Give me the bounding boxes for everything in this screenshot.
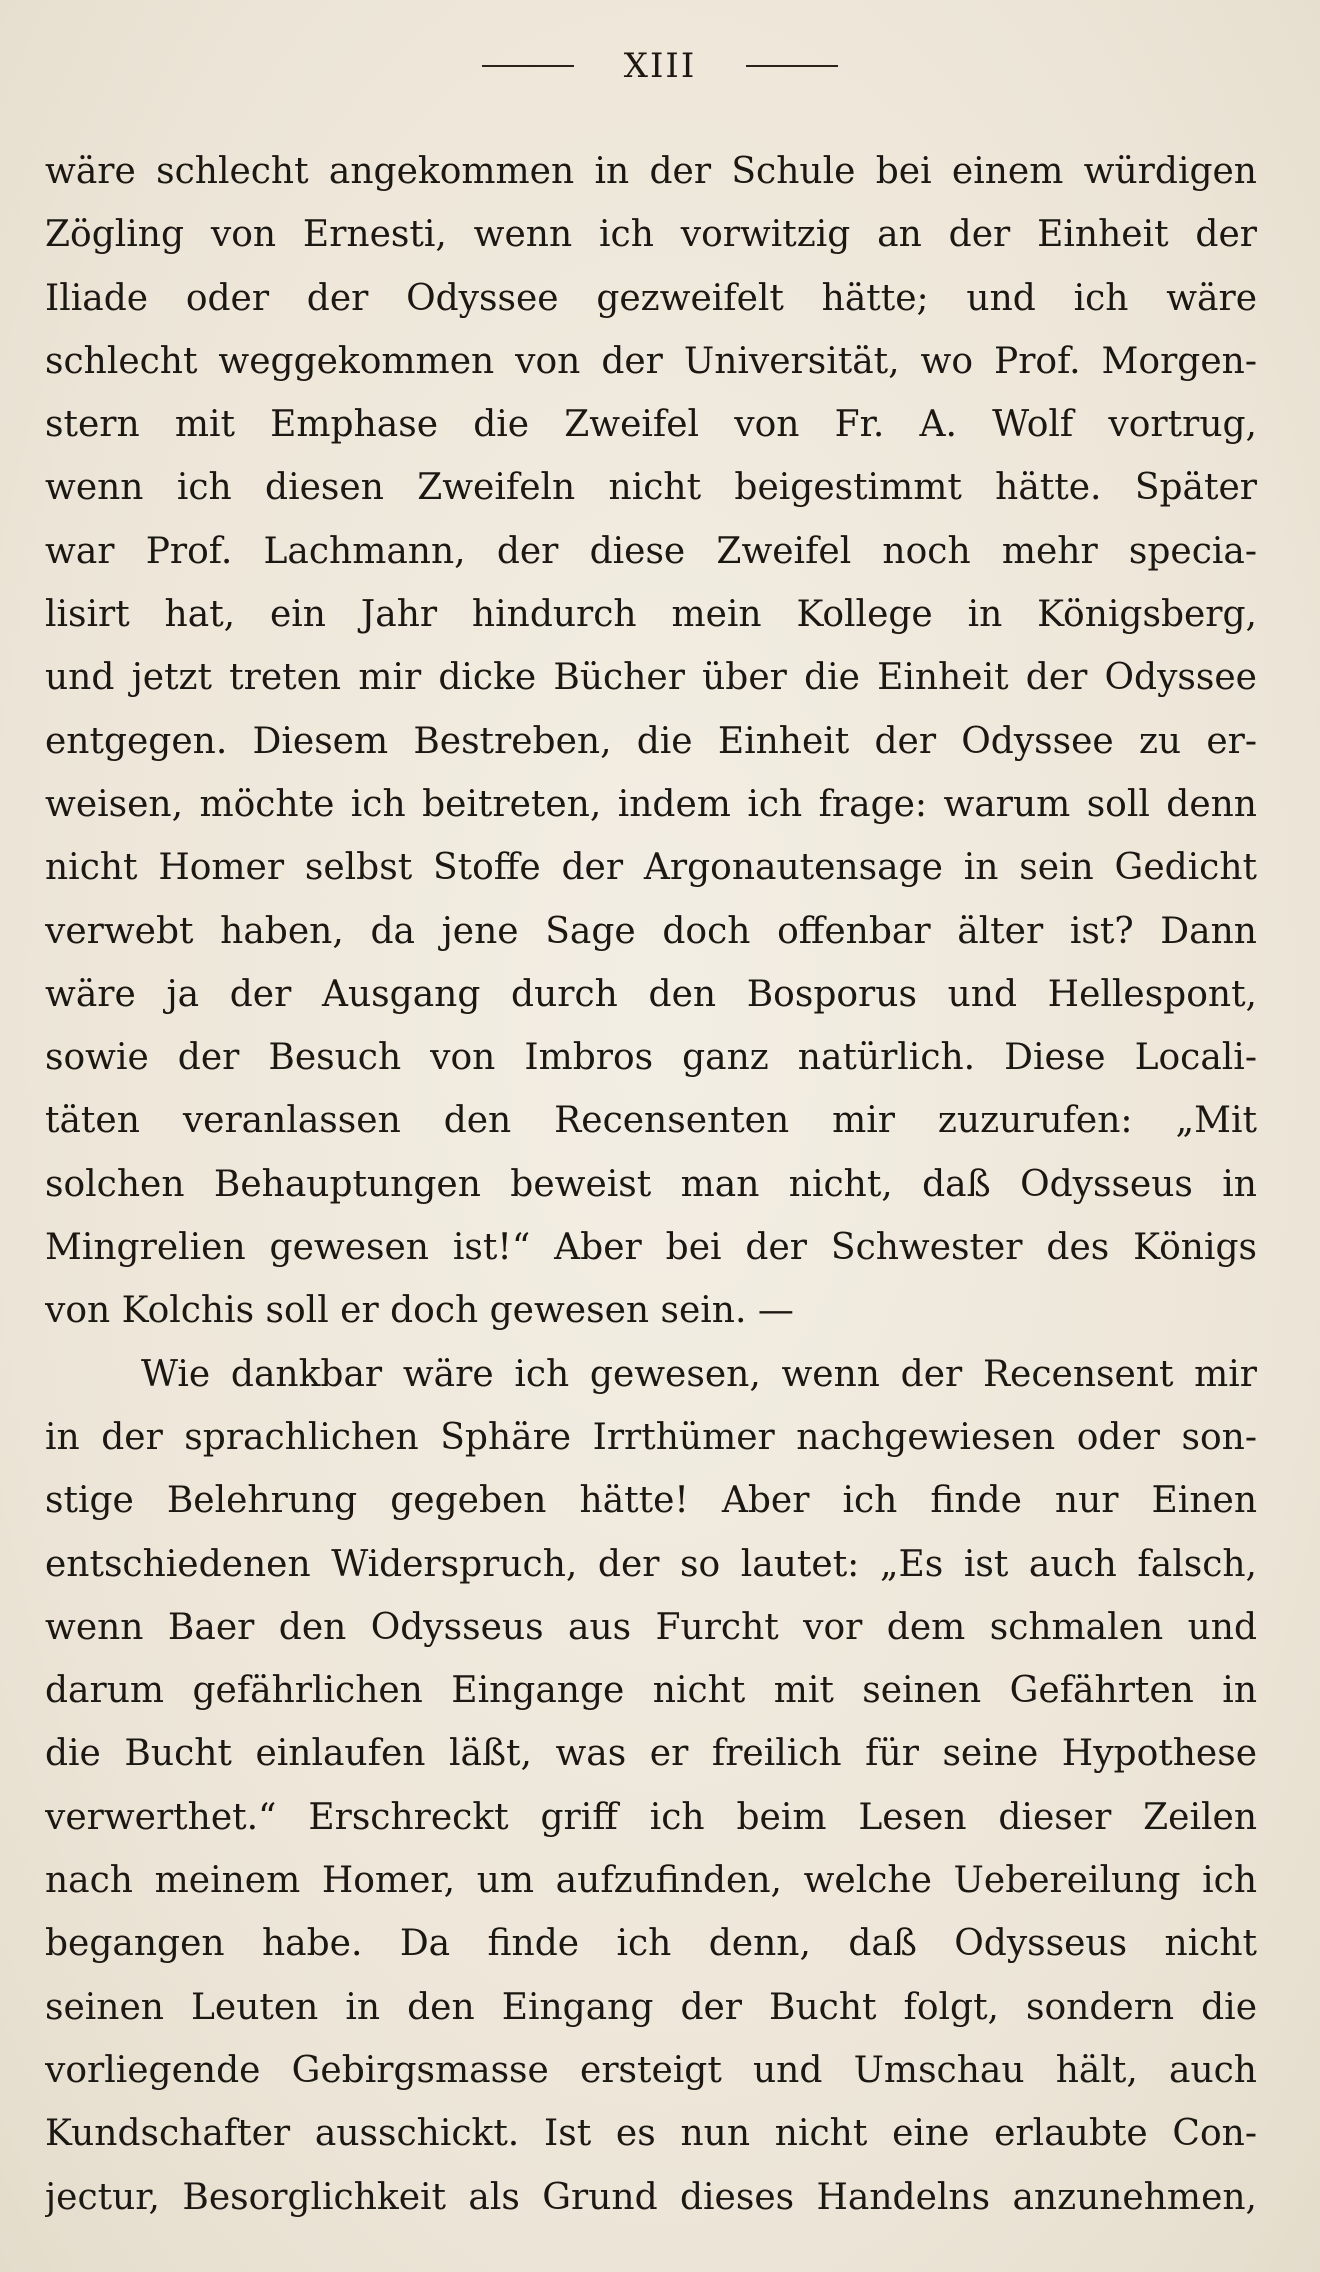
text-line: weisen, möchte ich beitreten, indem ich frage: warum soll denn — [45, 783, 1257, 825]
page-header — [0, 36, 1320, 96]
text-line: Wie dankbar wäre ich gewesen, wenn der Recensent mir — [141, 1353, 1257, 1395]
text-line: wenn Baer den Odysseus aus Furcht vor dem schmalen und — [45, 1606, 1257, 1648]
page-number: XIII — [623, 46, 697, 86]
text-line: in der sprachlichen Sphäre Irrthümer nachgewiesen oder son- — [45, 1416, 1257, 1458]
text-line: entgegen. Diesem Bestreben, die Einheit der Odyssee zu er- — [45, 720, 1257, 762]
text-line: vorliegende Gebirgsmasse ersteigt und Umschau hält, auch — [45, 2049, 1257, 2091]
text-line: täten veranlassen den Recensenten mir zuzurufen: „Mit — [45, 1100, 1257, 1142]
text-line: darum gefährlichen Eingange nicht mit seinen Gefährten in — [45, 1670, 1257, 1712]
text-line: stige Belehrung gegeben hätte! Aber ich finde nur Einen — [45, 1480, 1257, 1522]
text-line: wäre ja der Ausgang durch den Bosporus und Hellespont, — [45, 973, 1257, 1015]
text-line: entschiedenen Widerspruch, der so lautet: „Es ist auch falsch, — [45, 1543, 1257, 1585]
text-line: begangen habe. Da finde ich denn, daß Odysseus nicht — [45, 1923, 1257, 1965]
text-line: verwebt haben, da jene Sage doch offenbar älter ist? Dann — [45, 910, 1257, 952]
text-line: Iliade oder der Odyssee gezweifelt hätte; und ich wäre — [45, 277, 1257, 319]
body-text — [45, 140, 1257, 2229]
text-line: Mingrelien gewesen ist!“ Aber bei der Schwester des Königs — [45, 1227, 1257, 1269]
text-line: solchen Behauptungen beweist man nicht, daß Odysseus in — [45, 1163, 1257, 1205]
text-line: nicht Homer selbst Stoffe der Argonautensage in sein Gedicht — [45, 847, 1257, 889]
text-line: sowie der Besuch von Imbros ganz natürlich. Diese Locali- — [45, 1037, 1257, 1079]
text-line: wäre schlecht angekommen in der Schule bei einem würdigen — [45, 151, 1257, 192]
text-line: Kundschafter ausschickt. Ist es nun nicht eine erlaubte Con- — [45, 2113, 1257, 2155]
header-rule-left — [482, 65, 574, 67]
text-line: war Prof. Lachmann, der diese Zweifel noch mehr specia- — [45, 530, 1257, 572]
text-line: und jetzt treten mir dicke Bücher über die Einheit der Odyssee — [45, 657, 1257, 699]
text-line: lisirt hat, ein Jahr hindurch mein Kollege in Königsberg, — [45, 594, 1257, 636]
text-line: verwerthet.“ Erschreckt griff ich beim Lesen dieser Zeilen — [45, 1796, 1257, 1838]
text-line: von Kolchis soll er doch gewesen sein. — — [45, 1290, 794, 1332]
text-line: stern mit Emphase die Zweifel von Fr. A. Wolf vortrug, — [45, 404, 1257, 446]
text-line: nach meinem Homer, um aufzufinden, welche Uebereilung ich — [45, 1860, 1257, 1902]
text-line: Zögling von Ernesti, wenn ich vorwitzig an der Einheit der — [45, 214, 1257, 256]
text-line: jectur, Besorglichkeit als Grund dieses Handelns anzunehmen, — [45, 2176, 1257, 2218]
text-line: schlecht weggekommen von der Universität, wo Prof. Morgen- — [45, 340, 1257, 382]
text-line: die Bucht einlaufen läßt, was er freilich für seine Hypothese — [45, 1733, 1257, 1775]
header-rule-right — [746, 65, 838, 67]
text-line: seinen Leuten in den Eingang der Bucht folgt, sondern die — [45, 1986, 1257, 2028]
text-line: wenn ich diesen Zweifeln nicht beigestimmt hätte. Später — [45, 467, 1257, 509]
